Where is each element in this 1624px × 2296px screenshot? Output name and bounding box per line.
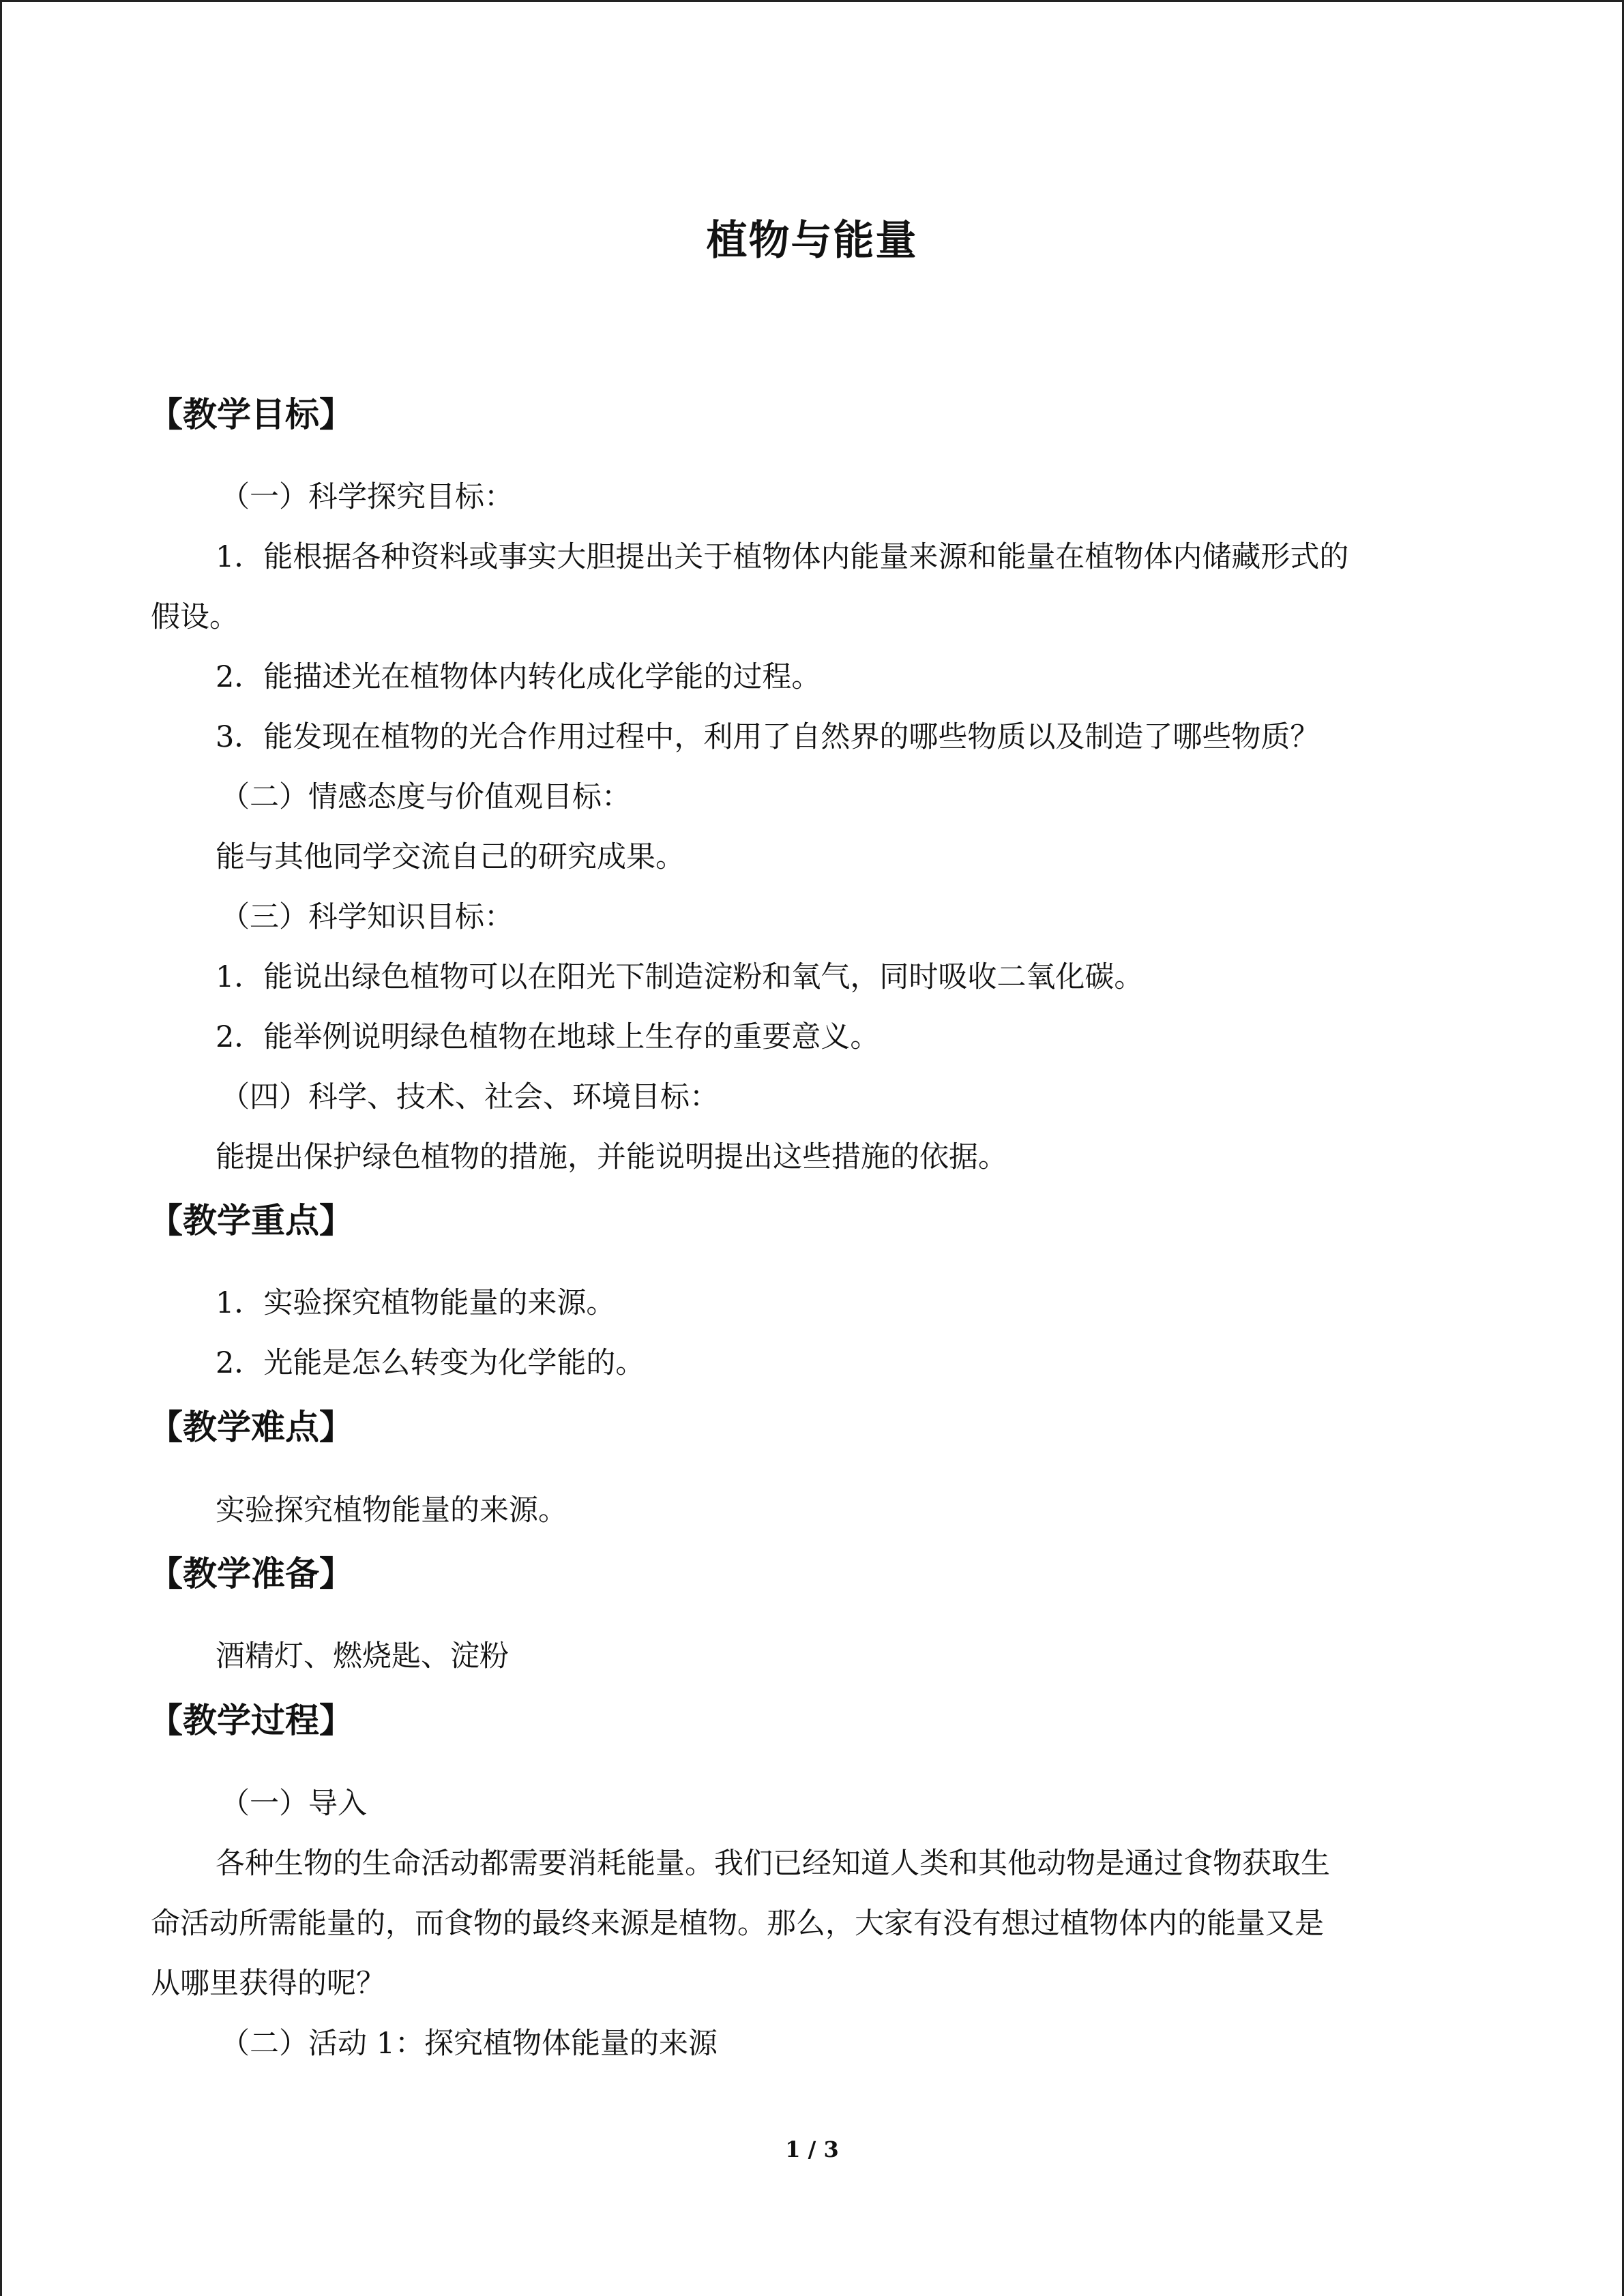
goals-attitude-text: 能与其他同学交流自己的研究成果。	[216, 840, 685, 874]
section-heading-process: 【教学过程】	[149, 1701, 353, 1740]
key-points-item-2: 2．光能是怎么转变为化学能的。	[216, 1346, 645, 1380]
goals-item-1-line-1: 1．能根据各种资料或事实大胆提出关于植物体内能量来源和能量在植物体内储藏形式的	[216, 540, 1349, 574]
section-heading-difficulties: 【教学难点】	[149, 1407, 353, 1447]
section-heading-preparation: 【教学准备】	[149, 1554, 353, 1594]
process-paragraph-line-2: 命活动所需能量的，而食物的最终来源是植物。那么，大家有没有想过植物体内的能量又是	[151, 1907, 1324, 1941]
goals-item-3: 3．能发现在植物的光合作用过程中，利用了自然界的哪些物质以及制造了哪些物质？	[216, 720, 1320, 754]
section-heading-key-points: 【教学重点】	[149, 1201, 353, 1240]
difficulties-text: 实验探究植物能量的来源。	[216, 1493, 567, 1527]
goals-subheading-knowledge: （三）科学知识目标：	[220, 900, 514, 934]
goals-subheading-attitude: （二）情感态度与价值观目标：	[220, 780, 631, 814]
goals-knowledge-item-2: 2．能举例说明绿色植物在地球上生存的重要意义。	[216, 1020, 880, 1054]
goals-subheading-stse: （四）科学、技术、社会、环境目标：	[220, 1080, 719, 1114]
process-subheading-intro: （一）导入	[220, 1787, 367, 1821]
goals-subheading-inquiry: （一）科学探究目标：	[220, 480, 514, 514]
key-points-item-1: 1．实验探究植物能量的来源。	[216, 1286, 616, 1320]
goals-item-1-line-2: 假设。	[151, 600, 239, 634]
goals-item-2: 2．能描述光在植物体内转化成化学能的过程。	[216, 660, 821, 694]
section-heading-goals: 【教学目标】	[149, 395, 353, 434]
goals-knowledge-item-1: 1．能说出绿色植物可以在阳光下制造淀粉和氧气，同时吸收二氧化碳。	[216, 960, 1144, 994]
goals-stse-text: 能提出保护绿色植物的措施，并能说明提出这些措施的依据。	[216, 1140, 1007, 1174]
process-subheading-activity-1: （二）活动 1：探究植物体能量的来源	[220, 2027, 718, 2061]
document-title: 植物与能量	[706, 217, 918, 265]
process-paragraph-line-1: 各种生物的生命活动都需要消耗能量。我们已经知道人类和其他动物是通过食物获取生	[216, 1847, 1330, 1881]
process-paragraph-line-3: 从哪里获得的呢？	[151, 1967, 385, 2001]
page-number: 1 / 3	[785, 2136, 839, 2162]
preparation-text: 酒精灯、燃烧匙、淀粉	[216, 1639, 509, 1673]
